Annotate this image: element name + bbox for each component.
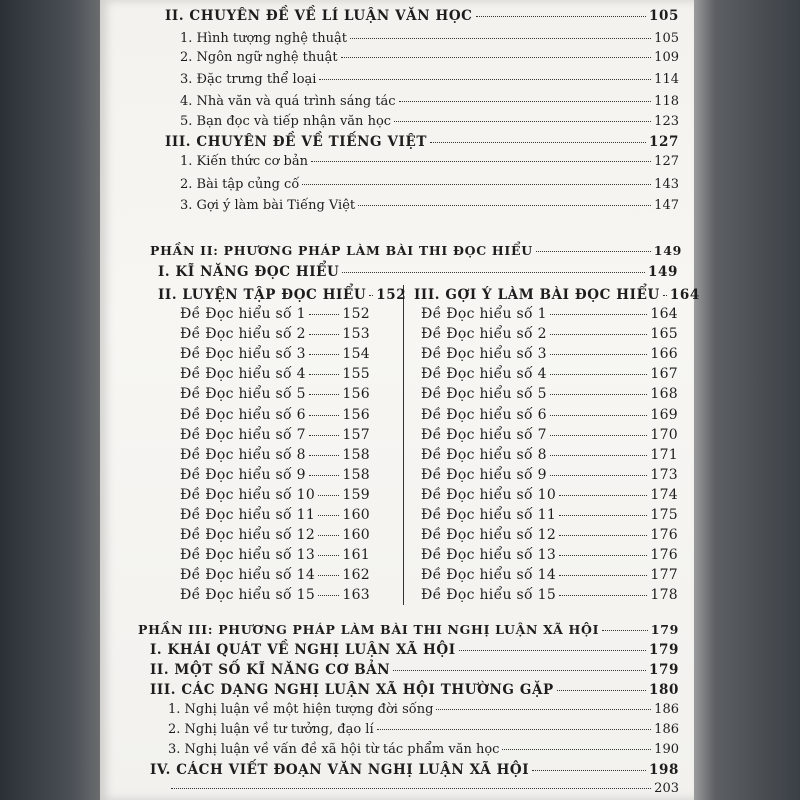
toc-entry-title: 5. Bạn đọc và tiếp nhận văn học <box>180 114 392 129</box>
reading-test-entry-right <box>421 386 678 402</box>
toc-entry-title: Đề Đọc hiểu số 3 <box>180 346 306 362</box>
toc-part-heading <box>150 243 682 258</box>
toc-entry-title: Đề Đọc hiểu số 2 <box>421 326 547 342</box>
toc-entry-page: 127 <box>654 154 679 169</box>
leader-dots <box>342 272 645 273</box>
reading-test-entry-left <box>180 326 370 342</box>
leader-dots <box>550 415 648 416</box>
toc-entry-title: Đề Đọc hiểu số 4 <box>180 366 306 382</box>
book-page <box>100 0 700 800</box>
toc-entry-page: 114 <box>654 72 679 87</box>
toc-entry-page: 167 <box>650 366 678 382</box>
toc-entry-title: Đề Đọc hiểu số 8 <box>180 447 306 463</box>
leader-dots <box>559 575 647 576</box>
toc-entry-page: 118 <box>654 94 679 109</box>
leader-dots <box>536 251 651 252</box>
reading-test-entry-left <box>180 467 370 483</box>
toc-entry-page: 127 <box>649 134 679 150</box>
leader-dots <box>393 670 646 671</box>
toc-entry-page: 180 <box>649 682 679 698</box>
leader-dots <box>557 690 646 691</box>
background-right <box>694 0 800 800</box>
toc-entry-title: III. CHUYÊN ĐỀ VỀ TIẾNG VIỆT <box>165 134 427 150</box>
leader-dots <box>550 354 648 355</box>
toc-entry-title: Đề Đọc hiểu số 15 <box>421 587 557 603</box>
toc-entry-title: II. LUYỆN TẬP ĐỌC HIỂU <box>158 287 367 303</box>
toc-entry <box>180 31 679 46</box>
leader-dots <box>559 495 647 496</box>
toc-entry-title: 1. Hình tượng nghệ thuật <box>180 31 347 46</box>
reading-test-entry-left <box>180 567 370 583</box>
leader-dots <box>550 435 648 436</box>
leader-dots <box>550 334 648 335</box>
toc-entry-page: 174 <box>650 487 678 503</box>
toc-entry-page: 158 <box>342 467 370 483</box>
toc-entry-title: Đề Đọc hiểu số 15 <box>180 587 316 603</box>
toc-entry-page: 152 <box>376 287 407 303</box>
toc-entry-title: Đề Đọc hiểu số 9 <box>421 467 547 483</box>
toc-entry-title: Đề Đọc hiểu số 14 <box>421 567 557 583</box>
toc-entry-section <box>150 762 679 778</box>
leader-dots <box>309 475 340 476</box>
toc-entry-title: 3. Gợi ý làm bài Tiếng Việt <box>180 198 356 213</box>
toc-entry-page: 190 <box>654 742 679 757</box>
toc-column-heading-left <box>158 287 407 303</box>
toc-entry-section <box>150 642 679 658</box>
leader-dots <box>358 205 651 206</box>
toc-entry-page: 123 <box>654 114 679 129</box>
toc-entry-page: 198 <box>649 762 679 778</box>
toc-entry-section <box>165 8 679 24</box>
leader-dots <box>550 314 648 315</box>
leader-dots <box>550 455 648 456</box>
toc-entry-section <box>165 134 679 150</box>
toc-part-heading <box>138 622 679 637</box>
leader-dots <box>318 575 339 576</box>
reading-test-entry-left <box>180 587 370 603</box>
reading-test-entry-right <box>421 547 678 563</box>
toc-entry-page: 157 <box>342 427 370 443</box>
toc-entry-title: Đề Đọc hiểu số 7 <box>180 427 306 443</box>
toc-entry-title: Đề Đọc hiểu số 14 <box>180 567 316 583</box>
leader-dots <box>318 595 339 596</box>
toc-entry <box>168 702 679 717</box>
toc-entry-page: 156 <box>342 407 370 423</box>
toc-entry-page: 165 <box>650 326 678 342</box>
toc-entry-title: PHẦN III: PHƯƠNG PHÁP LÀM BÀI THI NGHỊ LUẬN XÃ HỘI <box>138 622 600 637</box>
toc-entry-page: 164 <box>650 306 678 322</box>
toc-entry-page: 160 <box>342 527 370 543</box>
leader-dots <box>309 374 340 375</box>
reading-test-entry-right <box>421 487 678 503</box>
toc-entry-title: 2. Ngôn ngữ nghệ thuật <box>180 50 338 65</box>
leader-dots <box>550 374 648 375</box>
toc-entry-title: Đề Đọc hiểu số 3 <box>421 346 547 362</box>
toc-entry-section <box>150 662 679 678</box>
toc-entry-title: 1. Nghị luận về một hiện tượng đời sống <box>168 702 434 717</box>
toc-entry-page: 170 <box>650 427 678 443</box>
column-divider <box>403 285 404 605</box>
leader-dots <box>377 729 652 730</box>
toc-entry-title: Đề Đọc hiểu số 12 <box>421 527 557 543</box>
reading-test-entry-left <box>180 427 370 443</box>
leader-dots <box>302 184 651 185</box>
leader-dots <box>532 770 646 771</box>
reading-test-entry-right <box>421 427 678 443</box>
leader-dots <box>309 435 340 436</box>
toc-entry-title: IV. CÁCH VIẾT ĐOẠN VĂN NGHỊ LUẬN XÃ HỘI <box>150 762 530 778</box>
toc-entry-page: 152 <box>342 306 370 322</box>
toc-entry-title: Đề Đọc hiểu số 6 <box>180 407 306 423</box>
toc-entry <box>168 742 679 757</box>
toc-entry-page: 153 <box>342 326 370 342</box>
leader-dots <box>318 495 339 496</box>
toc-entry <box>180 50 679 65</box>
toc-entry <box>168 781 679 796</box>
toc-entry-page: 147 <box>654 198 679 213</box>
toc-entry-page: 161 <box>342 547 370 563</box>
leader-dots <box>309 314 340 315</box>
toc-entry-page: 186 <box>654 722 679 737</box>
leader-dots <box>476 16 646 17</box>
toc-entry <box>180 154 679 169</box>
toc-entry-page: 162 <box>342 567 370 583</box>
leader-dots <box>559 515 647 516</box>
leader-dots <box>502 749 651 750</box>
toc-entry-page: 149 <box>653 243 682 258</box>
leader-dots <box>394 121 651 122</box>
toc-entry-title: Đề Đọc hiểu số 4 <box>421 366 547 382</box>
toc-entry-title: Đề Đọc hiểu số 1 <box>421 306 547 322</box>
toc-entry-title: 3. Nghị luận về vấn đề xã hội từ tác phẩm văn học <box>168 742 500 757</box>
toc-entry-title: II. CHUYÊN ĐỀ VỀ LÍ LUẬN VĂN HỌC <box>165 8 473 24</box>
toc-entry-title: Đề Đọc hiểu số 11 <box>421 507 557 523</box>
leader-dots <box>309 394 340 395</box>
leader-dots <box>430 142 646 143</box>
leader-dots <box>309 415 340 416</box>
toc-entry-page: 175 <box>650 507 678 523</box>
toc-entry-page: 171 <box>650 447 678 463</box>
reading-test-entry-left <box>180 306 370 322</box>
toc-entry-title: 4. Nhà văn và quá trình sáng tác <box>180 94 396 109</box>
reading-test-entry-right <box>421 326 678 342</box>
toc-entry-title: Đề Đọc hiểu số 9 <box>180 467 306 483</box>
toc-entry-page: 149 <box>648 264 678 280</box>
toc-entry-page: 158 <box>342 447 370 463</box>
toc-entry-title: PHẦN II: PHƯƠNG PHÁP LÀM BÀI THI ĐỌC HIỂU <box>150 243 533 258</box>
leader-dots <box>559 595 647 596</box>
toc-entry-page: 168 <box>650 386 678 402</box>
toc-entry-page: 159 <box>342 487 370 503</box>
toc-entry-title: II. MỘT SỐ KĨ NĂNG CƠ BẢN <box>150 662 391 678</box>
toc-entry-page: 163 <box>342 587 370 603</box>
reading-test-entry-left <box>180 386 370 402</box>
reading-test-entry-right <box>421 507 678 523</box>
leader-dots <box>311 161 651 162</box>
toc-entry-page: 164 <box>669 287 700 303</box>
toc-entry-page: 176 <box>650 547 678 563</box>
toc-entry-page: 105 <box>654 31 679 46</box>
leader-dots <box>369 295 373 296</box>
toc-entry-title: III. CÁC DẠNG NGHỊ LUẬN XÃ HỘI THƯỜNG GẶP <box>150 682 554 698</box>
reading-test-entry-right <box>421 527 678 543</box>
leader-dots <box>550 475 648 476</box>
toc-entry-page: 186 <box>654 702 679 717</box>
leader-dots <box>318 535 339 536</box>
toc-entry <box>180 198 679 213</box>
toc-entry-title: Đề Đọc hiểu số 13 <box>421 547 557 563</box>
toc-entry <box>180 72 679 87</box>
toc-entry-page: 156 <box>342 386 370 402</box>
leader-dots <box>318 555 339 556</box>
toc-entry-page: 173 <box>650 467 678 483</box>
toc-entry-title: I. KHÁI QUÁT VỀ NGHỊ LUẬN XÃ HỘI <box>150 642 456 658</box>
toc-entry-page: 166 <box>650 346 678 362</box>
leader-dots <box>309 354 340 355</box>
toc-entry-page: 179 <box>650 622 679 637</box>
reading-test-entry-right <box>421 567 678 583</box>
toc-entry-page: 169 <box>650 407 678 423</box>
toc-entry-section <box>150 682 679 698</box>
toc-entry-title: 2. Nghị luận về tư tưởng, đạo lí <box>168 722 374 737</box>
toc-entry-title: Đề Đọc hiểu số 10 <box>421 487 557 503</box>
reading-test-entry-right <box>421 346 678 362</box>
toc-entry <box>180 114 679 129</box>
toc-entry-title: Đề Đọc hiểu số 5 <box>180 386 306 402</box>
toc-entry-title: Đề Đọc hiểu số 7 <box>421 427 547 443</box>
toc-entry <box>180 177 679 192</box>
toc-entry-page: 154 <box>342 346 370 362</box>
toc-entry-title: 3. Đặc trưng thể loại <box>180 72 317 87</box>
toc-entry-page: 155 <box>342 366 370 382</box>
toc-entry-title: Đề Đọc hiểu số 11 <box>180 507 316 523</box>
leader-dots <box>341 57 652 58</box>
toc-entry-title: Đề Đọc hiểu số 13 <box>180 547 316 563</box>
reading-test-entry-left <box>180 507 370 523</box>
leader-dots <box>459 650 646 651</box>
toc-entry-page: 176 <box>650 527 678 543</box>
toc-entry-page: 178 <box>650 587 678 603</box>
leader-dots <box>550 394 648 395</box>
reading-test-entry-left <box>180 407 370 423</box>
toc-entry-page: 105 <box>649 8 679 24</box>
toc-entry <box>180 94 679 109</box>
toc-entry-page: 179 <box>649 642 679 658</box>
toc-entry-title: Đề Đọc hiểu số 1 <box>180 306 306 322</box>
leader-dots <box>318 515 339 516</box>
toc-entry-page: 203 <box>654 781 679 796</box>
background-left <box>0 0 100 800</box>
reading-test-entry-right <box>421 467 678 483</box>
toc-entry-page: 109 <box>654 50 679 65</box>
toc-entry-page: 177 <box>650 567 678 583</box>
toc-entry-title: Đề Đọc hiểu số 10 <box>180 487 316 503</box>
reading-test-entry-right <box>421 587 678 603</box>
leader-dots <box>436 709 651 710</box>
reading-test-entry-left <box>180 527 370 543</box>
toc-entry-title: Đề Đọc hiểu số 6 <box>421 407 547 423</box>
toc-entry-title: Đề Đọc hiểu số 12 <box>180 527 316 543</box>
leader-dots <box>663 295 667 296</box>
reading-test-entry-left <box>180 346 370 362</box>
toc-column-heading-right <box>414 287 700 303</box>
toc-entry-section <box>158 264 678 280</box>
toc-entry <box>168 722 679 737</box>
leader-dots <box>309 455 340 456</box>
leader-dots <box>319 79 651 80</box>
reading-test-entry-left <box>180 547 370 563</box>
toc-entry-page: 179 <box>649 662 679 678</box>
leader-dots <box>309 334 340 335</box>
leader-dots <box>350 38 651 39</box>
toc-entry-title: Đề Đọc hiểu số 2 <box>180 326 306 342</box>
toc-entry-page: 160 <box>342 507 370 523</box>
toc-entry-title: III. GỢI Ý LÀM BÀI ĐỌC HIỂU <box>414 287 660 303</box>
toc-entry-title: 2. Bài tập củng cố <box>180 177 300 192</box>
toc-entry-title: 1. Kiến thức cơ bản <box>180 154 308 169</box>
reading-test-entry-right <box>421 366 678 382</box>
leader-dots <box>171 788 651 789</box>
reading-test-entry-right <box>421 306 678 322</box>
reading-test-entry-left <box>180 447 370 463</box>
leader-dots <box>399 101 652 102</box>
leader-dots <box>559 535 647 536</box>
reading-test-entry-right <box>421 407 678 423</box>
toc-entry-page: 143 <box>654 177 679 192</box>
reading-test-entry-left <box>180 366 370 382</box>
toc-entry-title: I. KĨ NĂNG ĐỌC HIỂU <box>158 264 340 280</box>
toc-entry-title: Đề Đọc hiểu số 8 <box>421 447 547 463</box>
reading-test-entry-left <box>180 487 370 503</box>
toc-entry-title: Đề Đọc hiểu số 5 <box>421 386 547 402</box>
leader-dots <box>559 555 647 556</box>
leader-dots <box>602 630 648 631</box>
reading-test-entry-right <box>421 447 678 463</box>
